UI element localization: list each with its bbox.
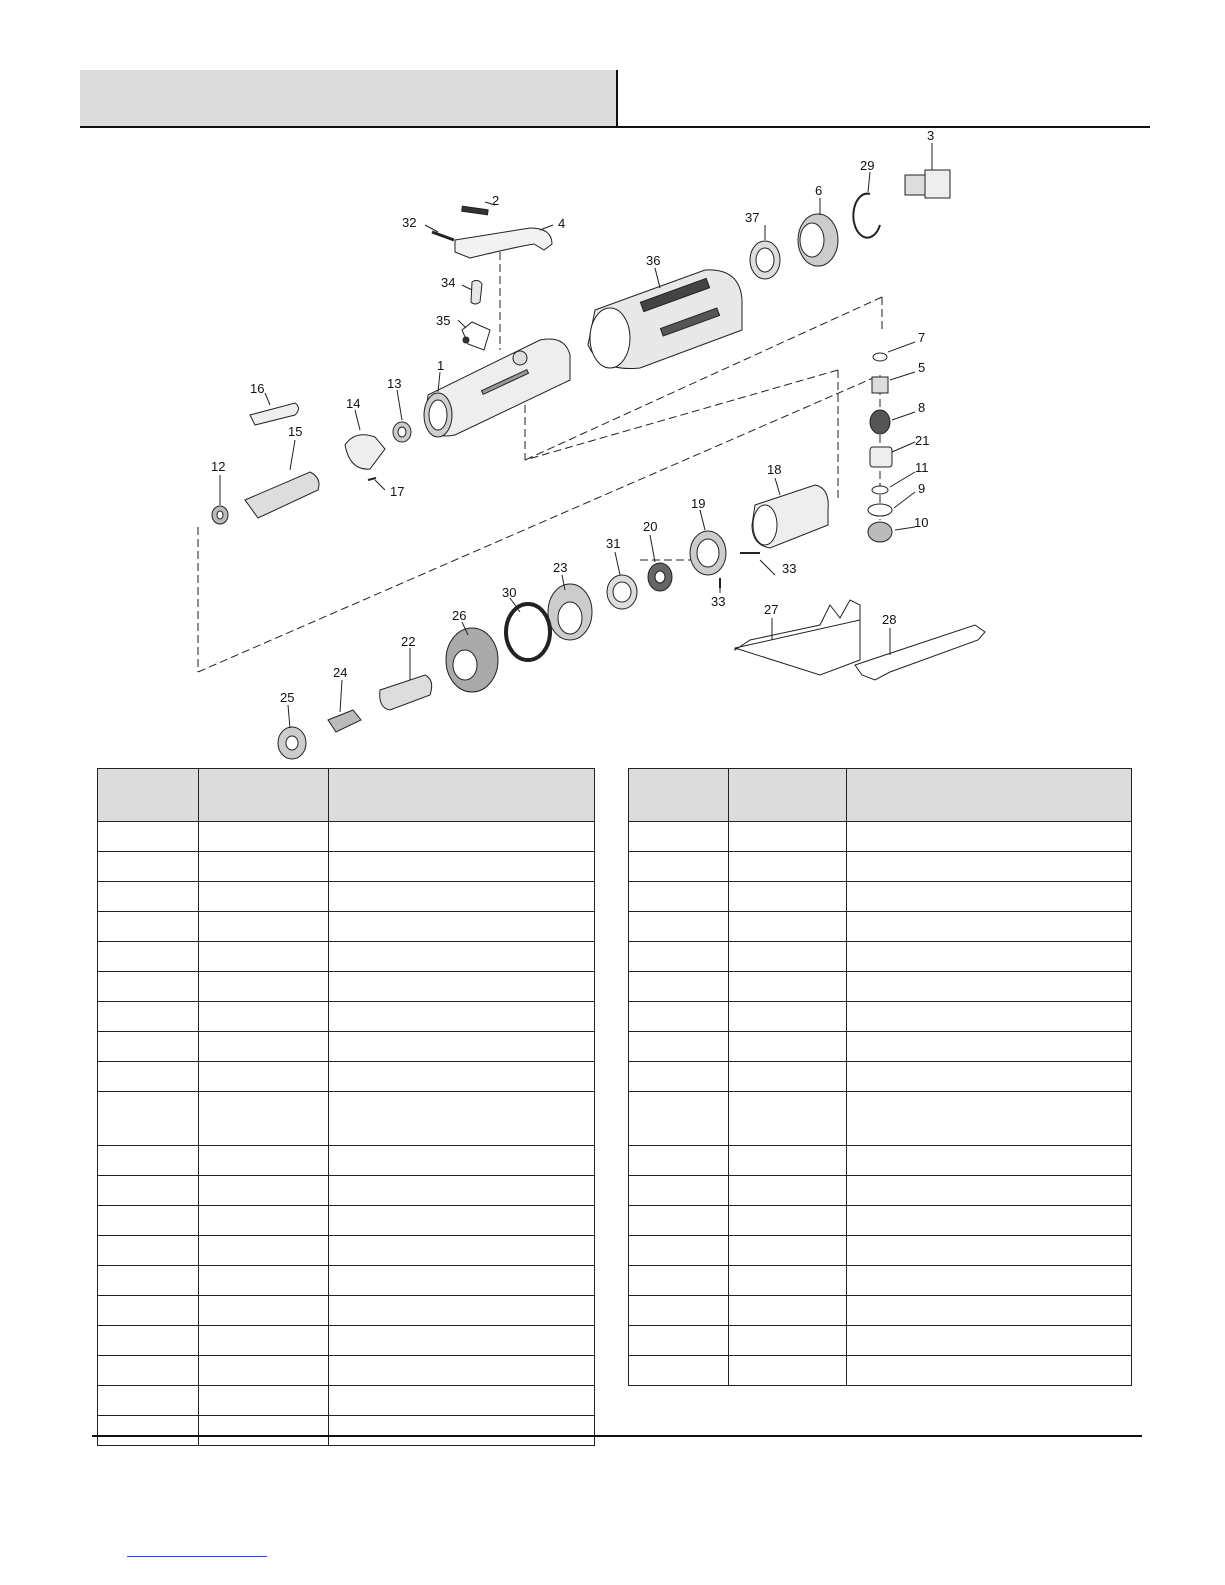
table-row bbox=[629, 1236, 1132, 1266]
table-cell bbox=[329, 1386, 595, 1416]
table-row bbox=[98, 1356, 595, 1386]
table-row bbox=[98, 1296, 595, 1326]
part-9-ring bbox=[868, 504, 892, 516]
table-cell bbox=[199, 1002, 329, 1032]
table-row bbox=[98, 1176, 595, 1206]
table-cell bbox=[199, 942, 329, 972]
table-cell bbox=[199, 1416, 329, 1446]
part-30-ring bbox=[506, 604, 550, 660]
part-31-washer bbox=[607, 575, 637, 609]
table-cell bbox=[847, 852, 1132, 882]
callout-27: 27 bbox=[764, 602, 779, 617]
table-row bbox=[98, 1266, 595, 1296]
table-cell bbox=[847, 1146, 1132, 1176]
part-18-cylinder bbox=[752, 485, 828, 548]
table-cell bbox=[629, 822, 729, 852]
table-cell bbox=[629, 1236, 729, 1266]
table-cell bbox=[199, 1356, 329, 1386]
table-cell bbox=[329, 822, 595, 852]
table-cell bbox=[98, 1092, 199, 1146]
table-row bbox=[629, 822, 1132, 852]
table-row bbox=[629, 972, 1132, 1002]
table-cell bbox=[98, 1176, 199, 1206]
table-cell bbox=[729, 1266, 847, 1296]
callout-36: 36 bbox=[646, 253, 661, 268]
table-row bbox=[98, 1002, 595, 1032]
table-cell bbox=[329, 1356, 595, 1386]
callout-12: 12 bbox=[211, 459, 226, 474]
table-row bbox=[629, 1296, 1132, 1326]
callout-28: 28 bbox=[882, 612, 897, 627]
table-cell bbox=[98, 1236, 199, 1266]
table-cell bbox=[199, 972, 329, 1002]
table-cell bbox=[729, 1206, 847, 1236]
table-cell bbox=[629, 972, 729, 1002]
table-cell bbox=[729, 912, 847, 942]
table-cell bbox=[329, 1266, 595, 1296]
table-cell bbox=[729, 972, 847, 1002]
callout-24: 24 bbox=[333, 665, 348, 680]
header-cell bbox=[847, 769, 1132, 822]
table-cell bbox=[199, 1092, 329, 1146]
table-header-row bbox=[629, 769, 1132, 822]
table-row bbox=[629, 912, 1132, 942]
table-cell bbox=[847, 822, 1132, 852]
table-cell bbox=[329, 1236, 595, 1266]
table-row bbox=[629, 1176, 1132, 1206]
table-row bbox=[98, 912, 595, 942]
table-cell bbox=[98, 1062, 199, 1092]
table-row bbox=[98, 1206, 595, 1236]
table-cell bbox=[847, 972, 1132, 1002]
callout-25: 25 bbox=[280, 690, 295, 705]
table-cell bbox=[729, 1062, 847, 1092]
table-cell bbox=[629, 882, 729, 912]
table-row bbox=[98, 1146, 595, 1176]
callout-17: 17 bbox=[390, 484, 405, 499]
table-cell bbox=[199, 882, 329, 912]
table-cell bbox=[329, 1176, 595, 1206]
table-cell bbox=[98, 1266, 199, 1296]
table-row bbox=[629, 1206, 1132, 1236]
table-cell bbox=[729, 1296, 847, 1326]
parts-table-right bbox=[628, 768, 1132, 1386]
table-cell bbox=[847, 1266, 1132, 1296]
table-cell bbox=[199, 1386, 329, 1416]
table-cell bbox=[629, 1296, 729, 1326]
table-row bbox=[629, 1266, 1132, 1296]
part-6-nut bbox=[798, 214, 838, 266]
table-cell bbox=[729, 942, 847, 972]
callout-6: 6 bbox=[815, 183, 823, 198]
table-cell bbox=[847, 1092, 1132, 1146]
callout-29: 29 bbox=[860, 158, 875, 173]
table-cell bbox=[629, 1032, 729, 1062]
table-cell bbox=[329, 1416, 595, 1446]
table-cell bbox=[847, 1326, 1132, 1356]
part-3-inlet bbox=[905, 170, 950, 198]
table-cell bbox=[629, 1062, 729, 1092]
callout-4: 4 bbox=[558, 216, 566, 231]
table-cell bbox=[847, 1356, 1132, 1386]
callout-1: 1 bbox=[437, 358, 445, 373]
table-cell bbox=[199, 1326, 329, 1356]
callout-30: 30 bbox=[502, 585, 517, 600]
table-cell bbox=[847, 942, 1132, 972]
table-cell bbox=[329, 882, 595, 912]
callout-10: 10 bbox=[914, 515, 929, 530]
table-cell bbox=[98, 1416, 199, 1446]
table-row bbox=[98, 1326, 595, 1356]
callout-11: 11 bbox=[915, 460, 929, 475]
table-row bbox=[629, 852, 1132, 882]
table-cell bbox=[847, 1296, 1132, 1326]
table-cell bbox=[199, 1236, 329, 1266]
part-37-washer bbox=[750, 241, 780, 279]
callout-34: 34 bbox=[441, 275, 456, 290]
table-cell bbox=[629, 852, 729, 882]
header-cell bbox=[98, 769, 199, 822]
table-row bbox=[629, 1326, 1132, 1356]
part-17-pin bbox=[368, 478, 376, 480]
table-cell bbox=[199, 1032, 329, 1062]
table-cell bbox=[199, 1266, 329, 1296]
table-cell bbox=[629, 1002, 729, 1032]
table-cell bbox=[629, 1206, 729, 1236]
callout-21: 21 bbox=[915, 433, 930, 448]
table-cell bbox=[629, 1146, 729, 1176]
table-cell bbox=[98, 1146, 199, 1176]
table-row bbox=[629, 1146, 1132, 1176]
table-row bbox=[98, 1386, 595, 1416]
callout-26: 26 bbox=[452, 608, 467, 623]
callout-32: 32 bbox=[402, 215, 417, 230]
part-28-wrench bbox=[855, 625, 985, 680]
callout-23: 23 bbox=[553, 560, 568, 575]
callout-3: 3 bbox=[927, 128, 935, 143]
table-row bbox=[629, 1062, 1132, 1092]
table-cell bbox=[729, 882, 847, 912]
table-row bbox=[629, 942, 1132, 972]
table-cell bbox=[329, 1296, 595, 1326]
table-cell bbox=[629, 1176, 729, 1206]
table-cell bbox=[729, 1032, 847, 1062]
table-cell bbox=[729, 1002, 847, 1032]
table-cell bbox=[729, 1356, 847, 1386]
table-cell bbox=[847, 1002, 1132, 1032]
table-cell bbox=[729, 1176, 847, 1206]
table-cell bbox=[199, 912, 329, 942]
part-12-bearing bbox=[212, 506, 228, 524]
table-row bbox=[98, 1092, 595, 1146]
table-cell bbox=[98, 822, 199, 852]
table-row bbox=[629, 882, 1132, 912]
table-cell bbox=[329, 1146, 595, 1176]
part-21-seat bbox=[870, 447, 892, 467]
part-7-washer bbox=[873, 353, 887, 361]
table-cell bbox=[329, 972, 595, 1002]
table-row bbox=[98, 822, 595, 852]
table-cell bbox=[199, 1176, 329, 1206]
exploded-parts-diagram bbox=[0, 0, 1225, 760]
table-cell bbox=[98, 882, 199, 912]
table-cell bbox=[729, 1146, 847, 1176]
table-cell bbox=[629, 912, 729, 942]
part-13-bearing bbox=[393, 422, 411, 442]
table-cell bbox=[98, 1386, 199, 1416]
part-29-snap-ring bbox=[853, 194, 880, 238]
callout-14: 14 bbox=[346, 396, 361, 411]
table-row bbox=[629, 1092, 1132, 1146]
table-cell bbox=[199, 1062, 329, 1092]
table-cell bbox=[329, 852, 595, 882]
callout-35: 35 bbox=[436, 313, 451, 328]
table-row bbox=[98, 852, 595, 882]
table-row bbox=[98, 942, 595, 972]
part-8-spring bbox=[870, 410, 890, 434]
part-34-valve bbox=[471, 280, 482, 304]
header-cell bbox=[629, 769, 729, 822]
callout-18: 18 bbox=[767, 462, 782, 477]
table-row bbox=[98, 1062, 595, 1092]
table-cell bbox=[729, 1326, 847, 1356]
callout-22: 22 bbox=[401, 634, 416, 649]
part-26-lock-ring bbox=[446, 628, 498, 692]
table-cell bbox=[847, 1032, 1132, 1062]
table-cell bbox=[199, 1296, 329, 1326]
table-row bbox=[98, 1032, 595, 1062]
table-cell bbox=[629, 942, 729, 972]
part-14-rotor bbox=[345, 435, 385, 469]
table-row bbox=[629, 1002, 1132, 1032]
table-cell bbox=[98, 1002, 199, 1032]
part-5-piston bbox=[872, 377, 888, 393]
table-cell bbox=[98, 912, 199, 942]
table-cell bbox=[729, 1092, 847, 1146]
part-35-clip bbox=[462, 322, 490, 350]
table-cell bbox=[199, 822, 329, 852]
table-cell bbox=[847, 1236, 1132, 1266]
table-row bbox=[98, 972, 595, 1002]
table-row bbox=[629, 1032, 1132, 1062]
part-20-bearing bbox=[648, 563, 672, 591]
table-cell bbox=[629, 1092, 729, 1146]
table-cell bbox=[98, 942, 199, 972]
table-cell bbox=[329, 1206, 595, 1236]
table-cell bbox=[629, 1326, 729, 1356]
part-15-spindle bbox=[245, 472, 319, 518]
footer-link-underline[interactable] bbox=[127, 1556, 267, 1557]
part-27-wrench bbox=[735, 600, 860, 675]
table-cell bbox=[847, 882, 1132, 912]
part-19-plate bbox=[690, 531, 726, 575]
table-cell bbox=[329, 912, 595, 942]
table-cell bbox=[98, 1032, 199, 1062]
part-36-sleeve bbox=[588, 270, 742, 369]
callout-15: 15 bbox=[288, 424, 303, 439]
callout-5: 5 bbox=[918, 360, 926, 375]
table-cell bbox=[729, 822, 847, 852]
header-cell bbox=[199, 769, 329, 822]
table-cell bbox=[98, 1296, 199, 1326]
table-row bbox=[98, 1236, 595, 1266]
table-header-row bbox=[98, 769, 595, 822]
table-cell bbox=[729, 852, 847, 882]
part-11-washer bbox=[872, 486, 888, 494]
callout-13: 13 bbox=[387, 376, 402, 391]
table-cell bbox=[729, 1236, 847, 1266]
part-16-blade bbox=[250, 403, 299, 425]
table-cell bbox=[847, 912, 1132, 942]
table-cell bbox=[98, 1206, 199, 1236]
table-cell bbox=[98, 1356, 199, 1386]
header-cell bbox=[729, 769, 847, 822]
table-cell bbox=[629, 1266, 729, 1296]
callout-37: 37 bbox=[745, 210, 760, 225]
parts-table-left bbox=[97, 768, 595, 1446]
table-cell bbox=[329, 1062, 595, 1092]
table-cell bbox=[199, 1146, 329, 1176]
table-cell bbox=[329, 1002, 595, 1032]
callout-9: 9 bbox=[918, 481, 926, 496]
part-4-lever bbox=[455, 228, 552, 258]
callout-16: 16 bbox=[250, 381, 265, 396]
table-cell bbox=[329, 942, 595, 972]
table-cell bbox=[98, 852, 199, 882]
table-cell bbox=[329, 1092, 595, 1146]
part-22-shaft bbox=[380, 675, 432, 710]
callout-31: 31 bbox=[606, 536, 621, 551]
table-cell bbox=[629, 1356, 729, 1386]
callout-19: 19 bbox=[691, 496, 706, 511]
table-cell bbox=[329, 1032, 595, 1062]
table-row bbox=[98, 1416, 595, 1446]
table-cell bbox=[329, 1326, 595, 1356]
callout-2: 2 bbox=[492, 193, 500, 208]
part-24-collet bbox=[328, 710, 361, 732]
table-cell bbox=[199, 852, 329, 882]
callout-8: 8 bbox=[918, 400, 926, 415]
table-cell bbox=[199, 1206, 329, 1236]
table-row bbox=[98, 882, 595, 912]
footer-rule bbox=[92, 1435, 1142, 1437]
table-row bbox=[629, 1356, 1132, 1386]
table-cell bbox=[98, 972, 199, 1002]
part-25-collet-nut bbox=[278, 727, 306, 759]
table-cell bbox=[98, 1326, 199, 1356]
table-cell bbox=[847, 1176, 1132, 1206]
part-1-housing bbox=[424, 339, 570, 437]
part-2-pin bbox=[462, 206, 488, 215]
part-23-ring-nut bbox=[548, 584, 592, 640]
callout-33a: 33 bbox=[782, 561, 797, 576]
part-10-cap bbox=[868, 522, 892, 542]
header-cell bbox=[329, 769, 595, 822]
part-32-pin bbox=[432, 232, 454, 240]
table-cell bbox=[847, 1062, 1132, 1092]
callout-33b: 33 bbox=[711, 594, 726, 609]
callout-20: 20 bbox=[643, 519, 658, 534]
callout-7: 7 bbox=[918, 330, 926, 345]
table-cell bbox=[847, 1206, 1132, 1236]
